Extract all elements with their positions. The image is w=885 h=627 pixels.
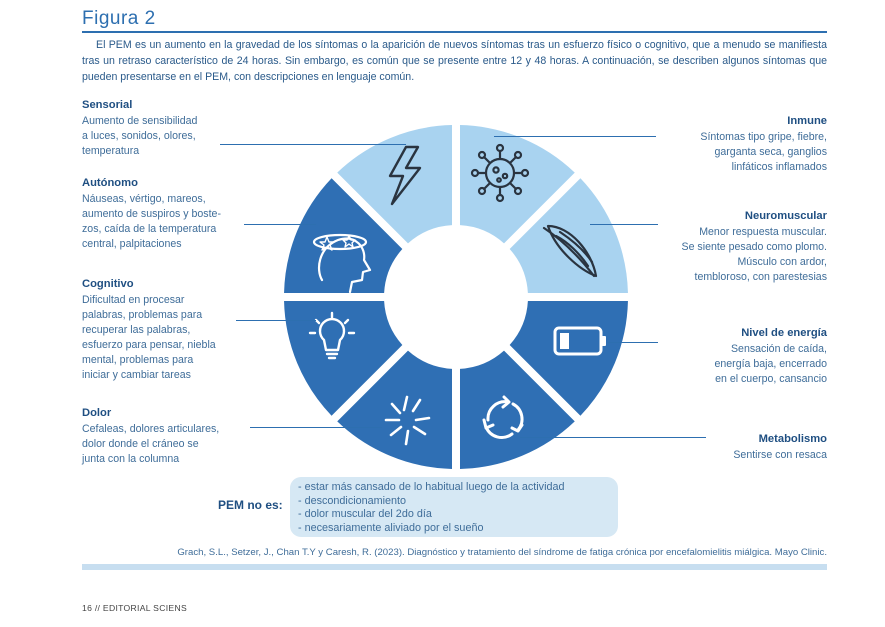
segment-line: Síntomas tipo gripe, fiebre, [700, 131, 827, 143]
segment-line: esfuerzo para pensar, niebla [82, 339, 216, 351]
list-item: - dolor muscular del 2do día [298, 508, 432, 521]
segment-title: Neuromuscular [744, 210, 827, 222]
intro-paragraph: El PEM es un aumento en la gravedad de los síntomas o la aparición de nuevos síntomas tras un esfuerzo físico o cognitivo, que a menudo se manifiesta tras un retraso característico de 24 horas. Sin embargo, es común que se presente entre 12 y 48 horas. A continuación, se describen algunos síntomas que pueden presentarse en el PEM, con descripciones en lenguaje común. [82, 39, 827, 83]
leader-line-dolor [250, 427, 382, 428]
citation: Grach, S.L., Setzer, J., Chan T.Y y Caresh, R. (2023). Diagnóstico y tratamiento del síndrome de fatiga crónica por encefalomielitis miálgica. Mayo Clinic. [177, 547, 827, 558]
segment-title: Metabolismo [758, 433, 827, 445]
pem-no-es-list [298, 481, 565, 535]
leader-line-inmune [494, 136, 656, 137]
segment-line: linfáticos inflamados [731, 161, 827, 173]
segment-line: a luces, sonidos, olores, [82, 130, 196, 142]
segment-line: iniciar y cambiar tareas [82, 369, 191, 381]
figure-title: Figura 2 [82, 8, 156, 29]
segment-title: Nivel de energía [741, 327, 827, 339]
segment-line: recuperar las palabras, [82, 324, 191, 336]
segment-line: Cefaleas, dolores articulares, [82, 423, 220, 435]
segment-line: junta con la columna [82, 453, 180, 465]
segment-line: Dificultad en procesar [82, 294, 185, 306]
segment-line: Músculo con ardor, [737, 256, 827, 268]
segment-line: Aumento de sensibilidad [82, 115, 198, 127]
segment-line: central, palpitaciones [82, 238, 182, 250]
pem-no-es-label: PEM no es: [218, 498, 283, 512]
segment-label-sensorial [82, 98, 232, 159]
segment-title: Cognitivo [82, 278, 134, 290]
segment-line: Sensación de caída, [730, 343, 827, 355]
segment-line: energía baja, encerrado [714, 358, 827, 370]
segment-line: garganta seca, ganglios [714, 146, 827, 158]
segment-label-cognitivo [82, 277, 252, 383]
segment-label-dolor [82, 406, 252, 467]
segment-label-inmune [646, 114, 827, 175]
segment-line: dolor donde el cráneo se [82, 438, 199, 450]
segment-line: Menor respuesta muscular. [699, 226, 827, 238]
segment-title: Dolor [82, 407, 112, 419]
segment-line: Se siente pesado como plomo. [681, 241, 827, 253]
bottom-rule [82, 564, 827, 570]
segment-label-energia [646, 326, 827, 387]
segment-title: Sensorial [82, 99, 133, 111]
segment-line: temperatura [82, 145, 140, 157]
list-item: - estar más cansado de lo habitual luego de la actividad [298, 481, 565, 493]
segment-line: aumento de suspiros y boste- [82, 208, 221, 220]
leader-line-sensorial [220, 144, 406, 145]
segment-line: tembloroso, con parestesias [694, 271, 827, 283]
segment-label-autonomo [82, 176, 252, 252]
page-footer: 16 // EDITORIAL SCIENS [82, 603, 187, 613]
leader-line-autonomo [244, 224, 316, 225]
segment-line: Sentirse con resaca [733, 449, 827, 461]
list-item: - necesariamente aliviado por el sueño [298, 521, 484, 534]
segment-line: palabras, problemas para [82, 309, 203, 321]
list-item: - descondicionamiento [298, 494, 407, 507]
segment-line: mental, problemas para [82, 354, 194, 366]
segment-line: zos, caída de la temperatura [82, 223, 217, 235]
segment-line: Náuseas, vértigo, mareos, [82, 193, 206, 205]
segment-label-metabolismo [646, 432, 827, 463]
segment-title: Inmune [787, 115, 827, 127]
segment-label-neuromuscular [646, 209, 827, 285]
segment-line: en el cuerpo, cansancio [715, 373, 827, 385]
segment-title: Autónomo [82, 177, 138, 189]
